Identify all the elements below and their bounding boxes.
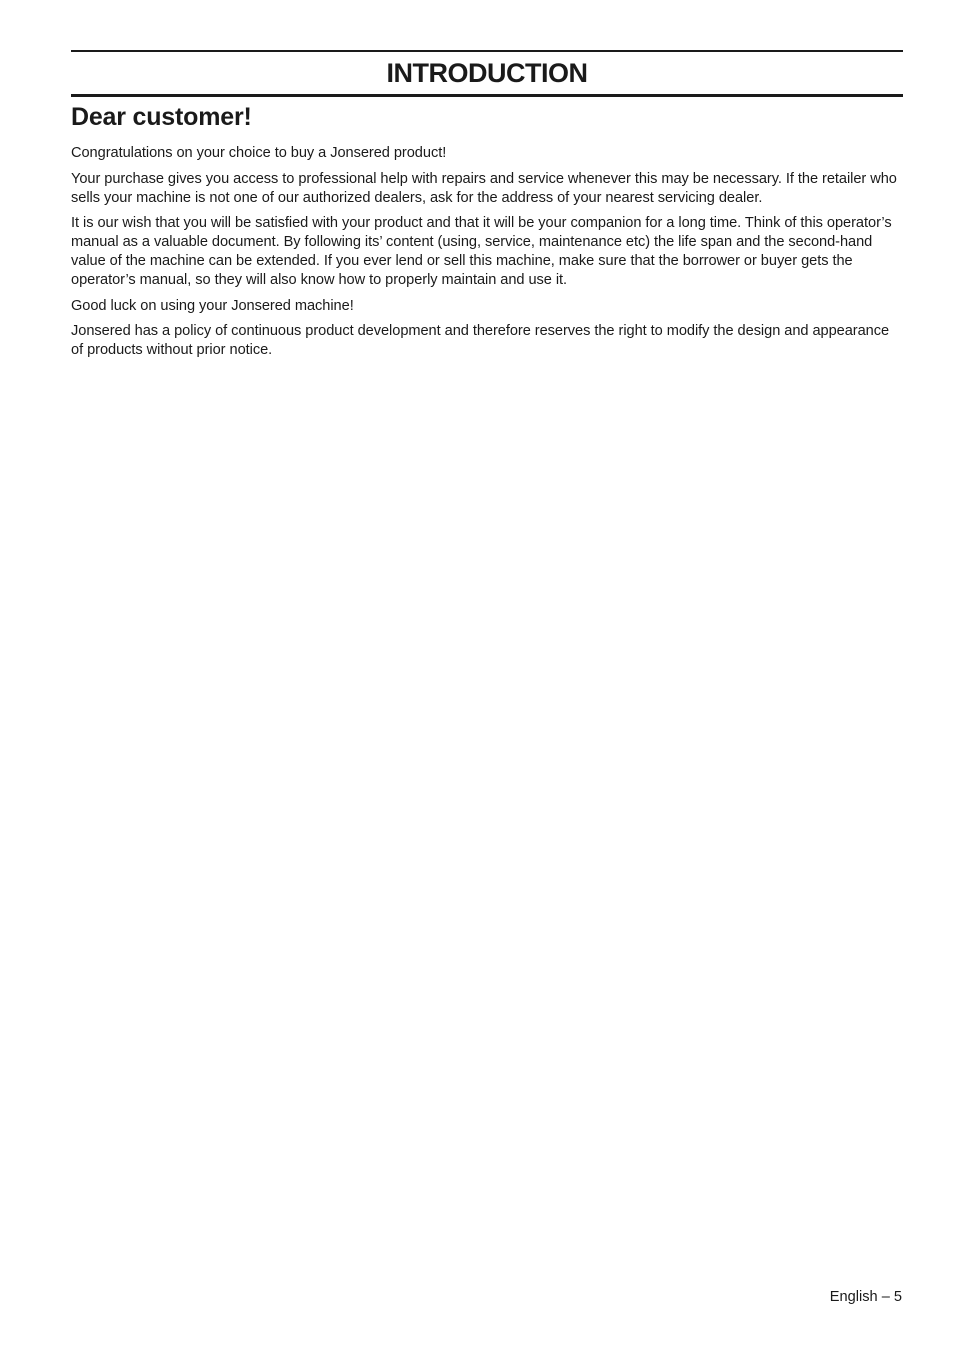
section-header-bar: [71, 50, 903, 97]
paragraph-policy: Jonsered has a policy of continuous product development and therefore reserves the right to modify the design and appearance of products without prior notice.: [71, 323, 890, 359]
paragraph-satisfaction: It is our wish that you will be satisfied with your product and that it will be your companion for a long time. Think of this operator’s manual as a valuable document. By following its’ content (using, service, maintenance etc) the life span and the second-hand value of the machine can be extended. If you ever lend or sell this machine, make sure that the borrower or buyer gets the operator’s manual, so they will also know how to properly maintain and use it.: [71, 215, 892, 288]
section-title: INTRODUCTION: [386, 57, 588, 88]
paragraph-congratulations: Congratulations on your choice to buy a Jonsered product!: [71, 145, 447, 161]
paragraph-good-luck: Good luck on using your Jonsered machine!: [71, 297, 354, 314]
document-page: [71, 50, 903, 367]
page-number: English – 5: [829, 1289, 902, 1305]
page-heading: Dear customer!: [71, 103, 252, 131]
paragraph-professional-help: Your purchase gives you access to professional help with repairs and service whenever this may be necessary. If the retailer who sells your machine is not one of our authorized dealers, ask for the address of your nearest servicing dealer.: [71, 170, 897, 206]
